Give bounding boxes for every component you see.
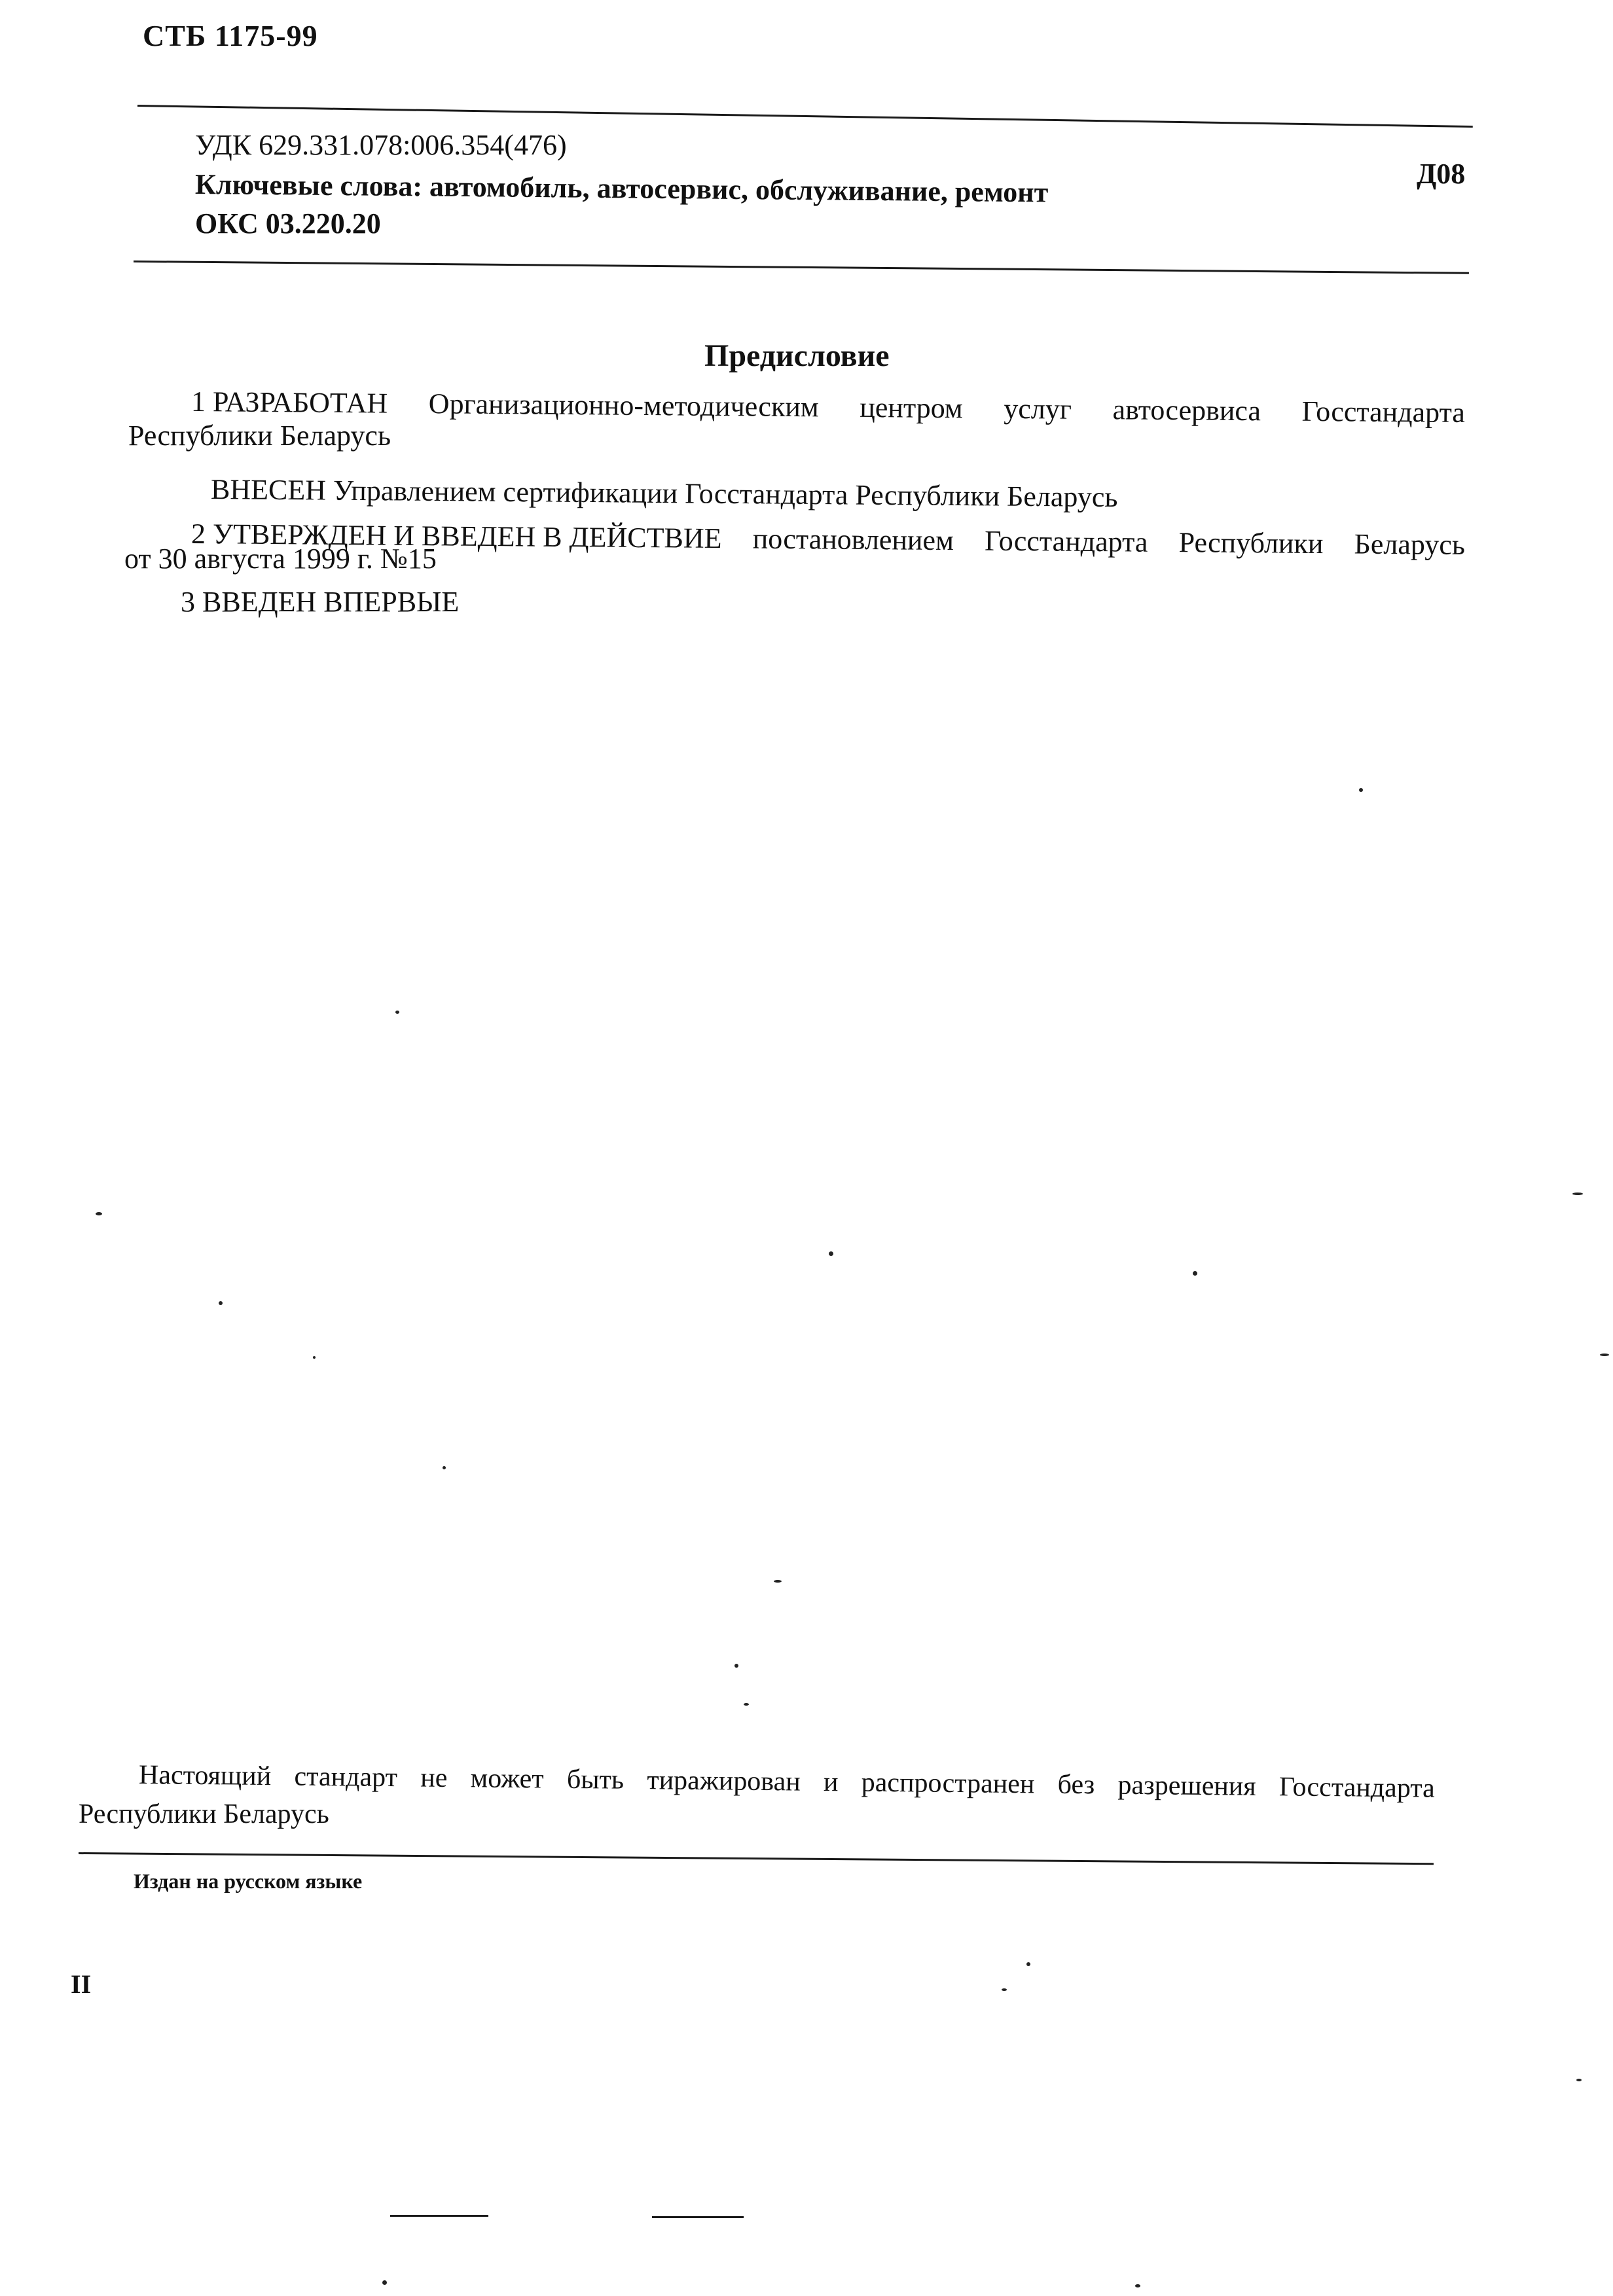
scan-speck [774, 1580, 782, 1583]
copyright-note-word: не [420, 1763, 448, 1793]
scan-speck [1600, 1354, 1609, 1356]
copyright-note-word: разрешения [1117, 1770, 1256, 1802]
preface-item-1-word: центром [860, 391, 963, 425]
preface-item-2-word: постановлением [752, 522, 954, 557]
document-code: СТБ 1175-99 [143, 19, 318, 52]
footer-rule [79, 1852, 1434, 1865]
preface-item-2-word: Госстандарта [984, 524, 1148, 558]
preface-item-1-submitted: ВНЕСЕН Управлением сертификации Госстандарта Республики Беларусь [210, 473, 1118, 514]
copyright-note-word: может [470, 1763, 544, 1795]
preface-title: Предисловие [704, 338, 890, 373]
preface-item-1-word: Госстандарта [1301, 395, 1466, 429]
preface-item-3: 3 ВВЕДЕН ВПЕРВЫЕ [181, 586, 460, 618]
preface-item-1-word: услуг [1004, 392, 1072, 425]
preface-item-1-continuation: Республики Беларусь [128, 420, 391, 452]
language-note: Издан на русском языке [134, 1869, 363, 1893]
preface-item-1-word: автосервиса [1112, 393, 1261, 427]
copyright-note-word: без [1057, 1769, 1095, 1801]
copyright-note-word: распространен [861, 1767, 1035, 1800]
copyright-note [139, 1759, 1435, 1804]
scan-speck [96, 1212, 102, 1215]
scan-dash [390, 2215, 488, 2217]
preface-item-1-word: 1 РАЗРАБОТАН [190, 386, 388, 420]
preface-item-2-word: Беларусь [1354, 528, 1466, 561]
copyright-note-word: быть [566, 1764, 625, 1795]
copyright-note-word: Настоящий [138, 1760, 272, 1792]
scan-speck [1193, 1271, 1197, 1276]
scan-speck [829, 1251, 833, 1256]
scan-speck [1135, 2284, 1140, 2287]
scan-speck [1359, 788, 1363, 792]
preface-item-2-word: 2 УТВЕРЖДЕН И ВВЕДЕН В ДЕЙСТВИЕ [190, 518, 722, 555]
copyright-note-word: Госстандарта [1278, 1772, 1436, 1804]
keywords-line: Ключевые слова: автомобиль, автосервис, обслуживание, ремонт [194, 168, 1049, 209]
scan-speck [382, 2280, 387, 2285]
copyright-note-word: и [823, 1767, 839, 1798]
header-rule-top [137, 105, 1473, 128]
preface-item-1-word: Организационно-методическим [428, 387, 819, 423]
oks-code: ОКС 03.220.20 [195, 207, 381, 240]
scan-speck [395, 1011, 399, 1014]
copyright-note-word: тиражирован [647, 1765, 801, 1797]
scan-speck [1572, 1193, 1583, 1195]
copyright-note-word: стандарт [294, 1761, 398, 1793]
scan-speck [1576, 2079, 1582, 2081]
header-rule-bottom [134, 260, 1469, 274]
scan-speck [1026, 1962, 1030, 1966]
scan-speck [443, 1466, 446, 1469]
preface-item-2-word: Республики [1178, 526, 1324, 560]
udk-code: УДК 629.331.078:006.354(476) [195, 129, 567, 161]
copyright-note-continuation: Республики Беларусь [79, 1799, 329, 1829]
scan-dash [652, 2216, 744, 2218]
classification-code: Д08 [1417, 158, 1466, 190]
page-number: II [71, 1969, 92, 1999]
scan-speck [734, 1664, 738, 1668]
scan-speck [219, 1301, 223, 1305]
preface-item-2-continuation: от 30 августа 1999 г. №15 [124, 543, 437, 575]
scan-speck [744, 1703, 749, 1706]
scan-speck [1002, 1988, 1007, 1991]
scan-speck [313, 1356, 316, 1359]
